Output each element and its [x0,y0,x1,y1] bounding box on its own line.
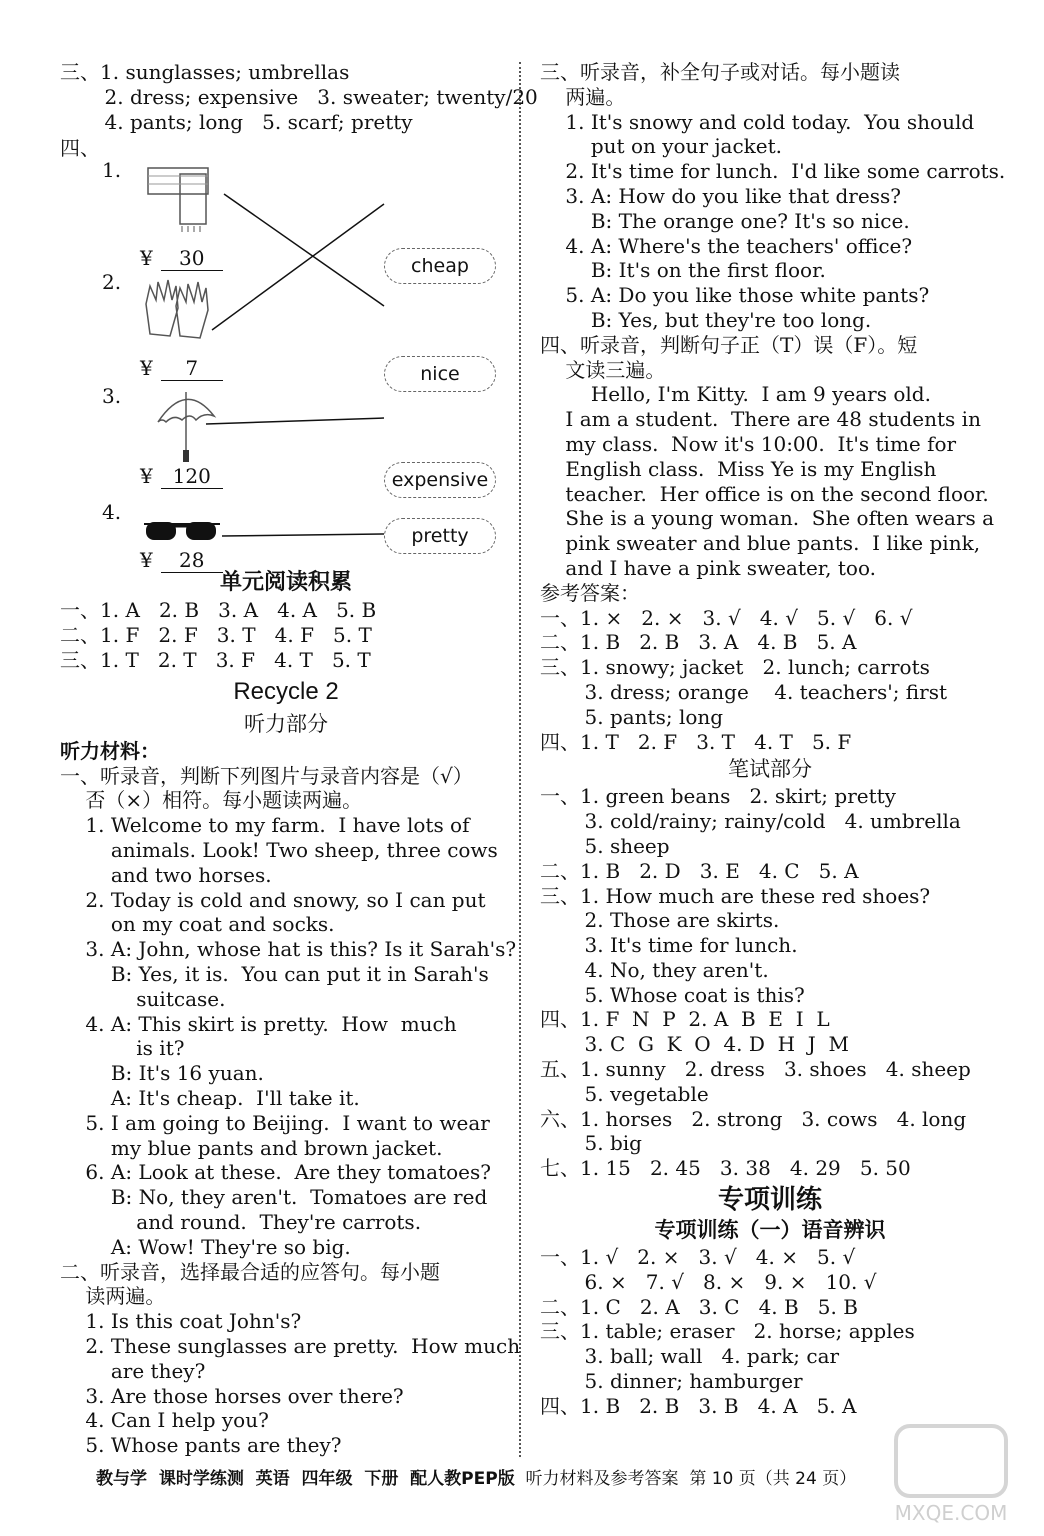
answer-line: 3. ball; wall 4. park; car [540,1344,840,1369]
text-line: 3. Are those horses over there? [60,1383,404,1408]
text-line: B: Yes, it is. You can put it in Sarah's [60,961,489,986]
text-line: and I have a pink sweater, too. [540,555,877,580]
text-line: teacher. Her office is on the second floor. [540,481,989,506]
listening-material-continued [540,60,1006,754]
answer-line: 5. sheep [540,833,670,858]
text-line: 两遍。 [540,84,626,109]
text-line: 5. pants; long [540,704,724,729]
footer-page-info: 听力材料及参考答案 第 10 页（共 24 页） [514,1469,857,1489]
text-line: 读两遍。 [60,1284,166,1309]
text-line: She is a young woman. She often wears a [540,506,995,531]
text-line: 2. It's time for lunch. I'd like some carrots. [540,159,1006,184]
answer-line: 5. vegetable [540,1081,709,1106]
answer-line: 四、1. F N P 2. A B E I L [540,1007,830,1032]
written-part-heading: 笔试部分 [728,757,812,782]
answer-line: 2. Those are skirts. [540,908,780,933]
text-line: 3. A: How do you like that dress? [540,183,901,208]
right-column [540,60,1006,1419]
text-line: 4. Can I help you? [60,1408,269,1433]
watermark-logo [866,1420,1036,1530]
answer-line: 二、1. F 2. F 3. T 4. F 5. T [60,623,372,648]
match-num-3: 3. [102,384,122,409]
text-line: B: Yes, but they're too long. [540,307,872,332]
special-training-answers [540,1245,1000,1419]
answer-line: 3. cold/rainy; rainy/cold 4. umbrella [540,809,961,834]
price-3: ¥ 120 [140,464,223,489]
text-line: B: It's 16 yuan. [60,1061,264,1086]
text-line: B: The orange one? It's so nice. [540,208,910,233]
answer-line: 4. pants; long 5. scarf; pretty [60,109,413,134]
reading-answers [60,598,512,672]
text-line: 1. Is this coat John's? [60,1309,302,1334]
answer-line: 四、1. B 2. B 3. B 4. A 5. A [540,1393,857,1418]
text-line: 3. dress; orange 4. teachers'; first [540,679,948,704]
text-line: 一、听录音，判断下列图片与录音内容是（√） [60,763,473,788]
text-line: are they? [60,1358,206,1383]
answer-line: 七、1. 15 2. 45 3. 38 4. 29 5. 50 [540,1156,911,1181]
text-line: A: It's cheap. I'll take it. [60,1085,360,1110]
price-1: ¥ 30 [140,246,223,271]
text-line: English class. Miss Ye is my English [540,456,937,481]
text-line: A: Wow! They're so big. [60,1234,351,1259]
special-training-heading: 专项训练 [717,1185,822,1216]
answer-line: 三、1. table; eraser 2. horse; apples [540,1319,915,1344]
text-line: is it? [60,1036,185,1061]
answer-line: 一、1. green beans 2. skirt; pretty [540,784,896,809]
text-line: and two horses. [60,862,272,887]
section-3-answers [60,60,538,134]
text-line: 四、听录音，判断句子正（T）误（F）。短 [540,332,918,357]
text-line: B: No, they aren't. Tomatoes are red [60,1185,488,1210]
text-line: Hello, I'm Kitty. I am 9 years old. [540,382,931,407]
answer-line: 5. Whose coat is this? [540,982,805,1007]
text-line: suitcase. [60,986,226,1011]
match-num-1: 1. [102,158,122,183]
text-line: on my coat and socks. [60,912,335,937]
price-4: ¥ 28 [140,548,223,573]
text-line: 1. It's snowy and cold today. You should [540,109,975,134]
option-cheap: cheap [384,248,496,284]
text-line: 二、1. B 2. B 3. A 4. B 5. A [540,630,857,655]
written-answers [540,784,1000,1181]
text-line: 参考答案： [540,580,640,605]
footer-book-title: 教与学 课时学练测 英语 四年级 下册 配人教PEP版 [96,1469,515,1489]
umbrella-icon [152,386,222,466]
left-column [60,60,538,1458]
listening-part-heading: 听力部分 [244,711,328,736]
text-line: 四、1. T 2. F 3. T 4. T 5. F [540,729,852,754]
text-line: 一、1. × 2. × 3. √ 4. √ 5. √ 6. √ [540,605,913,630]
text-line: 2. Today is cold and snowy, so I can put [60,887,486,912]
option-nice: nice [384,356,496,392]
answer-line: 三、1. How much are these red shoes? [540,883,931,908]
text-line: my blue pants and brown jacket. [60,1135,443,1160]
svg-text:MXQE.COM: MXQE.COM [894,1501,1008,1525]
answer-line: 6. × 7. √ 8. × 9. × 10. √ [540,1269,877,1294]
gloves-icon [140,274,220,344]
listening-material [60,763,521,1458]
text-line: 5. Whose pants are they? [60,1433,342,1458]
text-line: 2. These sunglasses are pretty. How much [60,1333,521,1358]
option-pretty: pretty [384,518,496,554]
answer-line: 三、1. sunglasses; umbrellas [60,60,350,84]
text-line: my class. Now it's 10:00. It's time for [540,431,957,456]
text-line: 3. A: John, whose hat is this? Is it Sarah's? [60,937,517,962]
option-expensive: expensive [384,462,496,498]
scarf-icon [144,164,224,236]
text-line: 5. I am going to Beijing. I want to wear [60,1110,490,1135]
answer-line: 五、1. sunny 2. dress 3. shoes 4. sheep [540,1057,971,1082]
answer-line: 三、1. T 2. T 3. F 4. T 5. T [60,647,371,672]
material-label: 听力材料： [60,738,160,763]
text-line: animals. Look! Two sheep, three cows [60,837,498,862]
text-line: put on your jacket. [540,134,783,159]
price-2: ¥ 7 [140,356,223,381]
answer-line: 二、1. C 2. A 3. C 4. B 5. B [540,1294,858,1319]
answer-line: 六、1. horses 2. strong 3. cows 4. long [540,1106,967,1131]
text-line: 三、听录音，补全句子或对话。每小题读 [540,60,900,84]
special-training-subheading: 专项训练（一）语音辨识 [654,1218,886,1243]
answer-line: 5. big [540,1131,642,1156]
text-line: 三、1. snowy; jacket 2. lunch; carrots [540,655,930,680]
answer-line: 3. It's time for lunch. [540,933,798,958]
text-line: 否（×）相符。每小题读两遍。 [60,788,363,813]
answer-line: 3. C G K O 4. D H J M [540,1032,849,1057]
matching-exercise [60,134,512,573]
text-line: I am a student. There are 48 students in [540,407,981,432]
column-divider [519,62,521,1457]
answer-line: 一、1. √ 2. × 3. √ 4. × 5. √ [540,1245,856,1270]
text-line: 5. A: Do you like those white pants? [540,283,930,308]
reading-heading: 单元阅读积累 [219,570,352,596]
recycle-title: Recycle 2 [233,677,339,705]
match-num-2: 2. [102,270,122,295]
answer-line: 2. dress; expensive 3. sweater; twenty/20 [60,84,538,109]
answer-line: 二、1. B 2. D 3. E 4. C 5. A [540,858,859,883]
text-line: 4. A: Where's the teachers' office? [540,233,913,258]
sunglasses-icon [144,516,224,546]
page-footer [96,1464,996,1489]
text-line: B: It's on the first floor. [540,258,826,283]
text-line: pink sweater and blue pants. I like pink, [540,531,981,556]
match-num-4: 4. [102,500,122,525]
answer-line: 一、1. A 2. B 3. A 4. A 5. B [60,598,377,623]
section-4-label: 四、 [60,136,100,161]
text-line: 二、听录音，选择最合适的应答句。每小题 [60,1259,440,1284]
text-line: and round. They're carrots. [60,1209,422,1234]
answer-line: 5. dinner; hamburger [540,1369,803,1394]
text-line: 1. Welcome to my farm. I have lots of [60,813,470,838]
answer-line: 4. No, they aren't. [540,957,769,982]
text-line: 文读三遍。 [540,357,666,382]
text-line: 6. A: Look at these. Are they tomatoes? [60,1160,491,1185]
text-line: 4. A: This skirt is pretty. How much [60,1011,457,1036]
